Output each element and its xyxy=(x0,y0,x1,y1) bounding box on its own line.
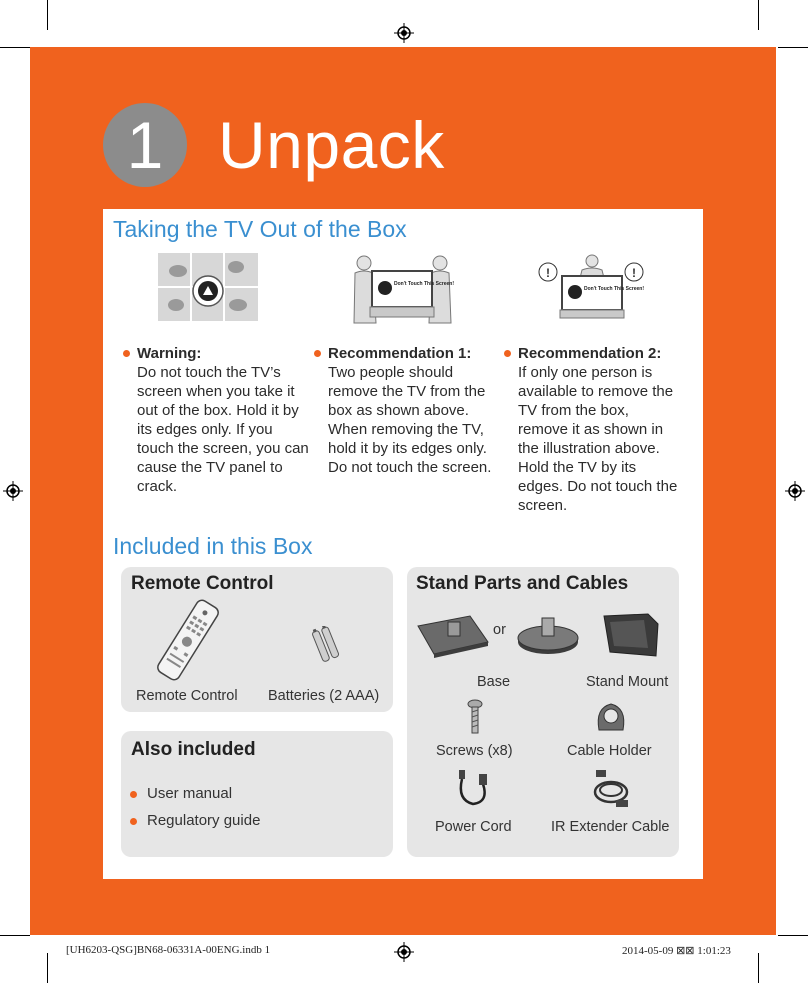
cable-holder-icon xyxy=(593,700,629,734)
crop-mark xyxy=(758,953,759,983)
also-included-title: Also included xyxy=(131,739,256,760)
base-square-icon xyxy=(414,612,490,658)
section-heading-taking: Taking the TV Out of the Box xyxy=(113,216,407,242)
stand-mount-icon xyxy=(600,612,662,658)
remote-box-title: Remote Control xyxy=(131,573,274,594)
crop-mark xyxy=(47,0,48,30)
recommendation-1-column xyxy=(328,344,496,477)
svg-text:!: ! xyxy=(546,266,550,280)
recommendation-2-heading: Recommendation 2: xyxy=(518,344,678,363)
footer-timestamp: 2014-05-09 ⊠⊠ 1:01:23 xyxy=(622,945,731,957)
power-cord-label: Power Cord xyxy=(435,819,512,835)
or-label: or xyxy=(493,622,506,638)
svg-text:!: ! xyxy=(632,266,636,280)
list-item: Regulatory guide xyxy=(147,812,260,829)
one-person-illustration xyxy=(538,252,644,320)
registration-mark-icon xyxy=(3,481,23,501)
recommendation-1-heading: Recommendation 1: xyxy=(328,344,496,363)
section-heading-included: Included in this Box xyxy=(113,533,313,559)
recommendation-1-body: Two people should remove the TV from the box as shown above. When removing the TV, hold it by its edges only. Do not touch the screen. xyxy=(328,364,492,476)
base-round-icon xyxy=(516,610,580,656)
crop-mark xyxy=(778,47,808,48)
illustration-caption: Don't Touch This Screen! xyxy=(394,281,454,287)
screw-icon xyxy=(467,699,483,735)
crop-mark xyxy=(778,935,808,936)
warning-hands-illustration xyxy=(158,253,258,321)
crop-mark xyxy=(0,935,30,936)
footer-file-info: [UH6203-QSG]BN68-06331A-00ENG.indb 1 xyxy=(66,944,271,956)
crop-mark xyxy=(0,47,30,48)
screws-label: Screws (x8) xyxy=(436,743,513,759)
two-person-illustration xyxy=(350,251,455,326)
cable-holder-label: Cable Holder xyxy=(567,743,652,759)
recommendation-2-column xyxy=(518,344,678,515)
registration-mark-icon xyxy=(394,23,414,43)
ir-extender-cable-icon xyxy=(586,768,636,810)
power-cord-icon xyxy=(455,768,493,810)
illustration-caption: Don't Touch This Screen! xyxy=(584,286,644,292)
batteries-icon xyxy=(311,626,341,662)
batteries-label: Batteries (2 AAA) xyxy=(268,688,380,704)
warning-heading: Warning: xyxy=(137,344,312,363)
stand-mount-label: Stand Mount xyxy=(586,674,669,690)
warning-column xyxy=(137,344,312,496)
base-label: Base xyxy=(477,674,511,690)
remote-control-label: Remote Control xyxy=(136,688,238,704)
remote-control-icon xyxy=(148,598,228,682)
crop-mark xyxy=(47,953,48,983)
registration-mark-icon xyxy=(785,481,805,501)
stand-parts-title: Stand Parts and Cables xyxy=(416,573,629,594)
page-title: Unpack xyxy=(218,108,445,182)
registration-mark-icon xyxy=(394,942,414,962)
warning-body: Do not touch the TV’s screen when you take it out of the box. Hold it by its edges only. If you touch the screen, you can cause the TV panel to crack. xyxy=(137,364,309,495)
step-number-badge: 1 xyxy=(103,103,187,187)
recommendation-2-body: If only one person is available to remove the TV from the box, remove it as shown in the illustration above. Hold the TV by its edges. Do not touch the screen. xyxy=(518,364,678,514)
list-item: User manual xyxy=(147,785,232,802)
bullet-dot-icon xyxy=(130,818,137,825)
ir-extender-cable-label: IR Extender Cable xyxy=(551,819,670,835)
bullet-dot-icon xyxy=(130,791,137,798)
crop-mark xyxy=(758,0,759,30)
